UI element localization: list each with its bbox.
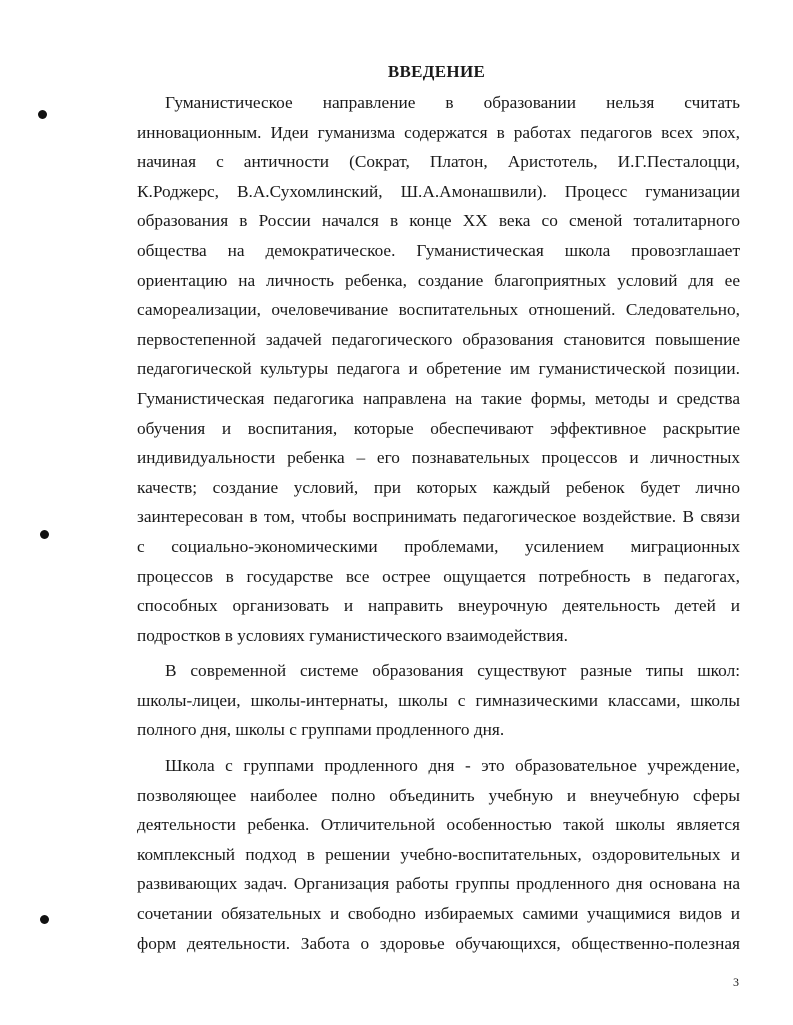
text-line: индивидуальности ребенка – его познавательных процессов и личностных [137,448,740,468]
text-line: общества на демократическое. Гуманистическая школа провозглашает [137,240,740,260]
text-line: ориентацию на личность ребенка, создание благоприятных условий для ее [137,270,740,290]
page-number: 3 [733,975,739,989]
body-text [137,88,740,958]
text-line: инновационным. Идеи гуманизма содержатся в работах педагогов всех эпох, [137,122,740,142]
text-line: качеств; создание условий, при которых каждый ребенок будет лично [137,477,740,497]
punch-hole-top [38,110,47,119]
text-line: позволяющее наиболее полно объединить учебную и внеучебную сферы [137,785,740,805]
text-line: процессов в государстве все острее ощущается потребность в педагогах, [137,566,740,586]
text-line: начиная с античности (Сократ, Платон, Аристотель, И.Г.Песталоцци, [137,152,740,172]
text-line: В современной системе образования существуют разные типы школ: [165,661,740,681]
text-line: первостепенной задачей педагогического образования становится повышение [137,329,740,349]
punch-hole-bottom [40,915,49,924]
punch-hole-middle [40,530,49,539]
text-line: развивающих задач. Организация работы группы продленного дня основана на [137,874,740,894]
text-line: образования в России начался в конце XX века со сменой тоталитарного [137,211,740,231]
text-line: Гуманистическое направление в образовании нельзя считать [165,93,740,112]
page-title: ВВЕДЕНИЕ [387,62,486,81]
text-line: сочетании обязательных и свободно избираемых самими учащимися видов и [137,904,740,924]
text-line: Гуманистическая педагогика направлена на такие формы, методы и средства [137,388,740,408]
text-line: подростков в условиях гуманистического взаимодействия. [137,625,568,645]
text-line: полного дня, школы с группами продленного дня. [137,720,505,740]
text-line: комплексный подход в решении учебно-воспитательных, оздоровительных и [137,844,740,864]
text-line: обучения и воспитания, которые обеспечивают эффективное раскрытие [137,418,740,438]
text-line: самореализации, очеловечивание воспитательных отношений. Следовательно, [137,300,740,320]
text-line: деятельности ребенка. Отличительной особенностью такой школы является [137,815,740,835]
text-line: заинтересован в том, чтобы воспринимать педагогическое воздействие. В связи [137,507,740,527]
text-line: способных организовать и направить внеурочную деятельность детей и [137,596,740,616]
text-line: Школа с группами продленного дня - это образовательное учреждение, [165,756,740,776]
text-line: с социально-экономическими проблемами, усилением миграционных [137,536,740,556]
text-line: педагогической культуры педагога и обретение им гуманистической позиции. [137,359,740,379]
text-line: форм деятельности. Забота о здоровье обучающихся, общественно-полезная [137,933,740,953]
text-line: К.Роджерс, В.А.Сухомлинский, Ш.А.Амонашвили). Процесс гуманизации [137,181,740,201]
text-line: школы-лицеи, школы-интернаты, школы с гимназическими классами, школы [137,690,740,710]
